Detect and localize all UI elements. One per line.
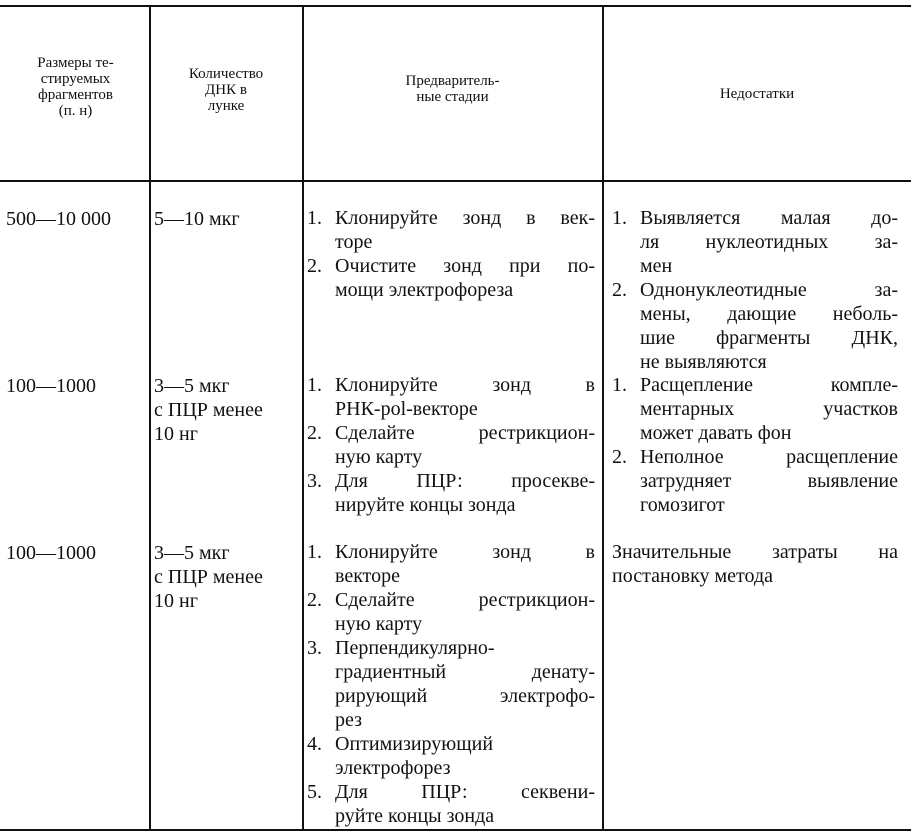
header-preliminary-stages: Предваритель- ные стадии	[405, 73, 500, 105]
row1-fragment-size: 500—10 000	[6, 208, 111, 230]
row2-fragment-size: 100—1000	[6, 375, 96, 397]
row1-steps	[307, 206, 595, 302]
header-fragment-size: Размеры те- стируемых фрагментов (п. н)	[37, 55, 114, 119]
row3-steps	[307, 540, 595, 828]
list-item: 2. Однонуклеотидные за- мены, дающие неболь- шие фрагменты ДНК, не выявляются	[612, 279, 898, 373]
list-item: 1. Клонируйте зонд в РНК-pol-векторе	[307, 374, 595, 420]
row3-drawbacks: Значительные затраты на постановку метода	[612, 541, 898, 587]
column-divider-1	[149, 5, 151, 831]
table-bottom-rule	[0, 829, 911, 831]
list-item: 5. Для ПЦР: секвени- руйте концы зонда	[307, 781, 595, 827]
list-item: 3. Для ПЦР: просекве- нируйте концы зонда	[307, 470, 595, 516]
row1-drawbacks	[612, 206, 898, 374]
row2-drawbacks	[612, 373, 898, 517]
list-item: 1. Клонируйте зонд в векторе	[307, 541, 595, 587]
list-item: 2. Очистите зонд при по- мощи электрофореза	[307, 255, 595, 301]
column-divider-2	[302, 5, 304, 831]
row2-steps	[307, 373, 595, 517]
list-item: 1. Клонируйте зонд в век- торе	[307, 207, 595, 253]
row3-fragment-size: 100—1000	[6, 542, 96, 564]
header-bottom-rule	[0, 180, 911, 182]
list-item: 2. Неполное расщепление затрудняет выявление гомозигот	[612, 446, 898, 516]
list-item: 4. Оптимизирующий электрофорез	[307, 733, 494, 779]
header-drawbacks: Недостатки	[719, 86, 795, 102]
list-item: 3. Перпендикулярно- градиентный денату- рирующий электрофо- рез	[307, 637, 595, 731]
row3-dna-amount: 3—5 мкг с ПЦР менее 10 нг	[154, 542, 263, 612]
list-item: 2. Сделайте рестрикцион- ную карту	[307, 589, 595, 635]
list-item: 2. Сделайте рестрикцион- ную карту	[307, 422, 595, 468]
table-top-rule	[0, 5, 911, 7]
list-item: 1. Выявляется малая до- ля нуклеотидных за- мен	[612, 207, 898, 277]
row1-dna-amount: 5—10 мкг	[154, 208, 240, 230]
row2-dna-amount: 3—5 мкг с ПЦР менее 10 нг	[154, 375, 263, 445]
column-divider-3	[602, 5, 604, 831]
header-dna-amount: Количество ДНК в лунке	[188, 66, 264, 114]
list-item: 1. Расщепление компле- ментарных участков может давать фон	[612, 374, 898, 444]
